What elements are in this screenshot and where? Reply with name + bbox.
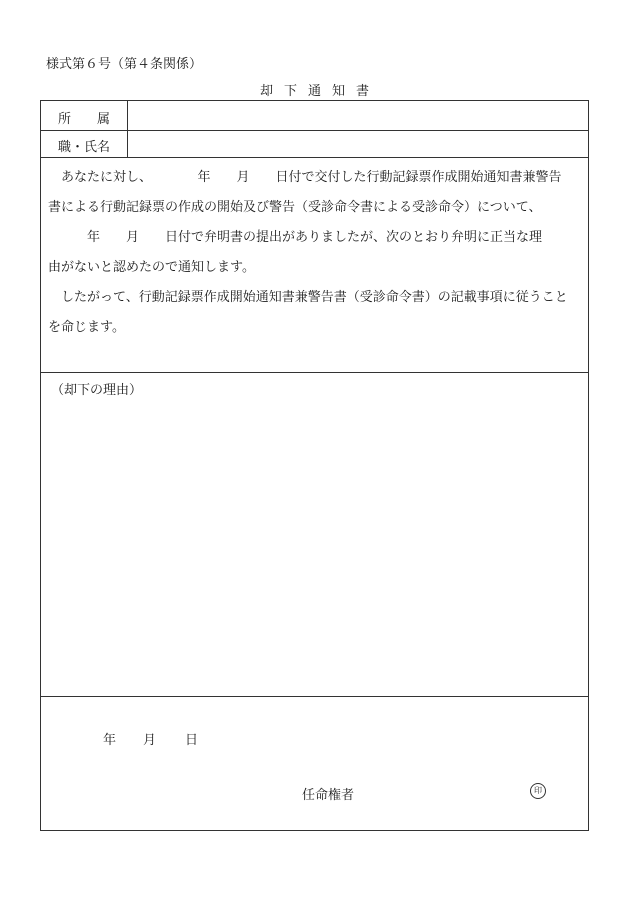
affiliation-value[interactable]	[128, 101, 588, 130]
rejection-reason-label: （却下の理由）	[51, 383, 143, 398]
section-divider	[41, 696, 588, 697]
position-name-label: 職・氏名	[57, 140, 110, 155]
notice-body	[48, 163, 588, 343]
notice-date[interactable]	[103, 729, 198, 748]
position-name-value[interactable]	[128, 131, 588, 157]
affiliation-label: 所 属	[57, 112, 110, 127]
notice-form	[40, 100, 589, 831]
appointing-authority-label: 任命権者	[302, 788, 355, 803]
body-line: したがって、行動記録票作成開始通知書兼警告書（受診命令書）の記載事項に従うこと	[61, 290, 568, 305]
body-line: あなたに対し、 年 月 日付で交付した行動記録票作成開始通知書兼警告	[61, 170, 562, 185]
date-day: 日	[185, 733, 199, 748]
body-line: 年 月 日付で弁明書の提出がありましたが、次のとおり弁明に正当な理	[48, 230, 543, 245]
document-title: 却下通知書	[259, 84, 380, 99]
section-divider	[41, 372, 588, 373]
body-line: 由がないと認めたので通知します。	[48, 260, 255, 275]
body-line: を命じます。	[48, 320, 125, 335]
seal-mark: 印	[530, 783, 546, 799]
date-year: 年	[103, 733, 117, 748]
body-line: 書による行動記録票の作成の開始及び警告（受診命令書による受診命令）について、	[48, 200, 542, 215]
rejection-reason-field[interactable]	[51, 401, 578, 681]
date-month: 月	[143, 733, 157, 748]
form-number: 様式第６号（第４条関係）	[46, 57, 203, 72]
row-divider	[41, 157, 588, 158]
